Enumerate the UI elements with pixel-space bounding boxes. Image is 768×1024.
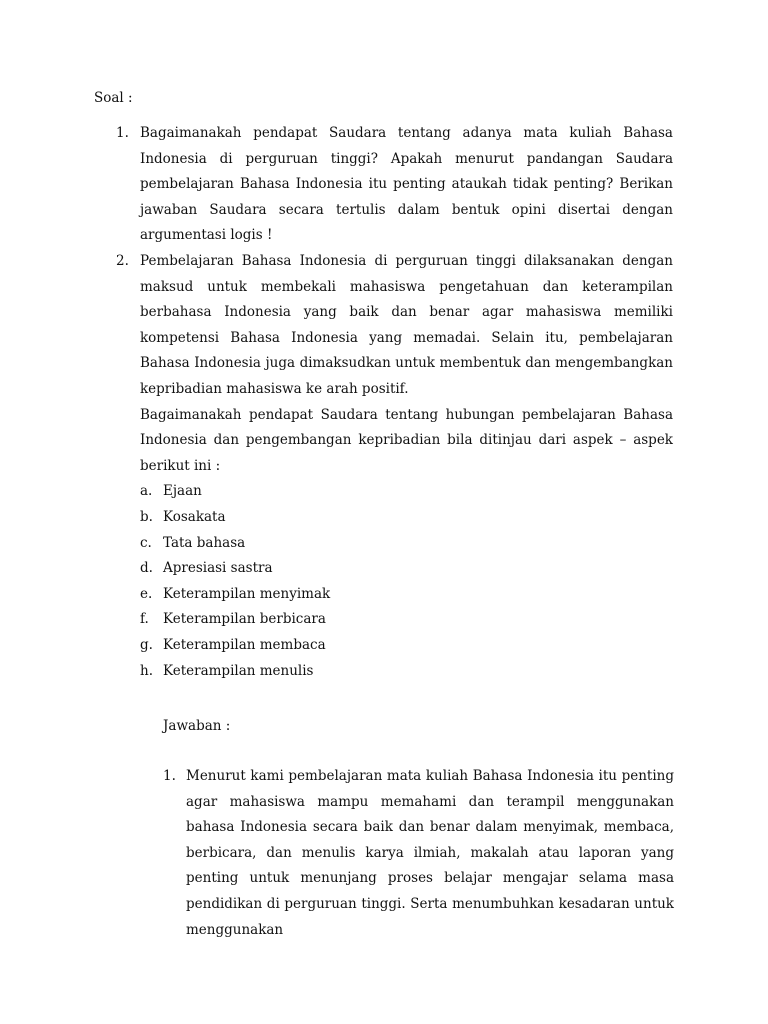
- question-text: Bagaimanakah pendapat Saudara tentang adanya mata kuliah Bahasa Indonesia di perguruan tinggi? Apakah menurut pandangan Saudara pembelajaran Bahasa Indonesia itu penting ataukah tidak penting? Berikan jawaban Saudara secara tertulis dalam bentuk opini disertai dengan argumentasi logis !: [140, 125, 673, 244]
- list-item: [140, 505, 673, 531]
- question-2: [116, 249, 673, 684]
- list-letter: e.: [140, 585, 153, 602]
- list-label: Tata bahasa: [163, 534, 246, 551]
- question-subtext: Bagaimanakah pendapat Saudara tentang hubungan pembelajaran Bahasa Indonesia dan pengembangan kepribadian bila ditinjau dari aspek – aspek berikut ini :: [140, 406, 673, 474]
- section-heading: Soal :: [94, 90, 133, 106]
- list-letter: f.: [140, 611, 149, 628]
- list-label: Keterampilan menyimak: [163, 585, 331, 602]
- list-label: Keterampilan menulis: [163, 662, 314, 679]
- list-letter: g.: [140, 636, 153, 653]
- list-label: Apresiasi sastra: [163, 560, 273, 577]
- answer-heading: Jawaban :: [163, 718, 231, 734]
- list-item: [140, 582, 673, 608]
- list-letter: c.: [140, 534, 152, 551]
- list-letter: b.: [140, 508, 153, 525]
- list-letter: a.: [140, 483, 153, 500]
- question-text: Pembelajaran Bahasa Indonesia di perguruan tinggi dilaksanakan dengan maksud untuk membekali mahasiswa pengetahuan dan keterampilan berbahasa Indonesia yang baik dan benar agar mahasiswa memiliki kompetensi Bahasa Indonesia yang memadai. Selain itu, pembelajaran Bahasa Indonesia juga dimaksudkan untuk membentuk dan mengembangkan kepribadian mahasiswa ke arah positif.: [140, 253, 673, 397]
- list-label: Ejaan: [163, 483, 202, 500]
- list-item: [140, 479, 673, 505]
- list-letter: d.: [140, 560, 153, 577]
- list-item: [140, 531, 673, 557]
- question-number: 1.: [116, 125, 129, 141]
- answer-number: 1.: [163, 768, 176, 784]
- list-label: Keterampilan berbicara: [163, 611, 326, 628]
- list-item: [140, 556, 673, 582]
- list-item: [140, 659, 673, 685]
- list-item: [140, 607, 673, 633]
- list-letter: h.: [140, 662, 153, 679]
- answer-1: [163, 764, 674, 943]
- question-number: 2.: [116, 253, 129, 269]
- list-item: [140, 633, 673, 659]
- aspect-list: [140, 479, 673, 684]
- answer-text: Menurut kami pembelajaran mata kuliah Bahasa Indonesia itu penting agar mahasiswa mampu memahami dan terampil menggunakan bahasa Indonesia secara baik dan benar dalam menyimak, membaca, berbicara, dan menulis karya ilmiah, makalah atau laporan yang penting untuk menunjang proses belajar mengajar selama masa pendidikan di perguruan tinggi. Serta menumbuhkan kesadaran untuk menggunakan: [186, 768, 674, 938]
- list-label: Kosakata: [163, 508, 226, 525]
- list-label: Keterampilan membaca: [163, 636, 326, 653]
- question-1: [116, 121, 673, 249]
